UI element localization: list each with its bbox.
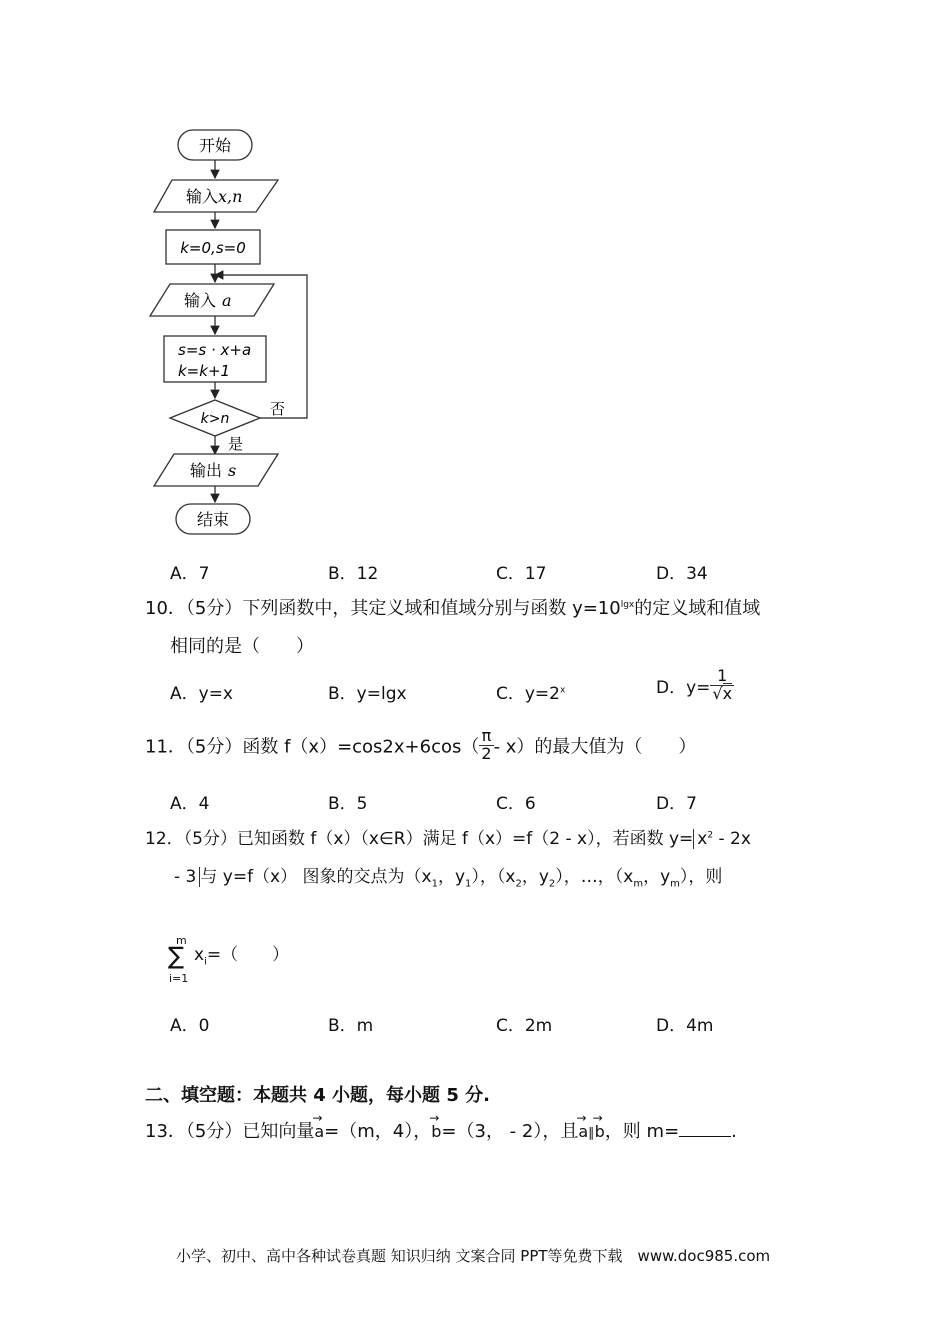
q12-text-c: ，y xyxy=(437,867,466,887)
q11-option-a: A．4 xyxy=(170,794,210,814)
q12-sub3: 2 xyxy=(515,878,522,890)
q12-sum-term: x xyxy=(194,945,205,965)
q13-vector-a2: → a xyxy=(578,1122,588,1141)
input-a-var: a xyxy=(222,291,232,310)
q12-sum-bottom: i=1 xyxy=(169,972,189,985)
q11-suffix: - x）的最大值为（ ） xyxy=(493,736,697,758)
q12-abs-open xyxy=(693,829,751,849)
init-label: k=0,s=0 xyxy=(180,239,246,257)
q11-frac-num: π xyxy=(481,726,492,745)
q12-abs-sup: 2 xyxy=(707,830,714,841)
q10-stem-line1 xyxy=(145,594,760,620)
q12-stem-line1 xyxy=(145,824,751,849)
q10-option-d-prefix: D．y= xyxy=(656,677,711,698)
q10-prefix: 10．（5分）下列函数中，其定义域和值域分别与函数 y=10 xyxy=(145,598,621,619)
q10-option-c-base: C．y=2 xyxy=(496,684,560,704)
q12-text-h: ），则 xyxy=(679,867,723,887)
svg-text:输出s xyxy=(190,461,236,480)
q12-option-d: D．4m xyxy=(656,1016,714,1036)
output-var: s xyxy=(228,461,237,480)
q10-option-c-exp: x xyxy=(560,685,566,696)
flowchart xyxy=(140,120,340,545)
q13-end: . xyxy=(731,1121,737,1142)
q12-sum-sub: i xyxy=(204,956,207,968)
output-prefix: 输出 xyxy=(190,461,223,480)
q12-option-a: A．0 xyxy=(170,1016,210,1036)
q10-option-d-fraction xyxy=(710,668,734,703)
q12-option-c: C．2m xyxy=(496,1016,553,1036)
q13-vector-a: → a xyxy=(314,1122,324,1141)
end-label: 结束 xyxy=(196,510,230,529)
q12-prefix: 12．（5分）已知函数 f（x）（x∈R）满足 f（x）=f（2 - x），若函数 y= xyxy=(145,829,694,849)
update-line2: k=k+1 xyxy=(178,362,231,380)
q13-prefix: 13．（5分）已知向量 xyxy=(145,1121,315,1142)
q12-text-e: ，y xyxy=(521,867,549,887)
q12-sum-tail: =（ ） xyxy=(206,945,290,965)
q12-abs-tail: - 3 xyxy=(174,867,200,887)
q12-sum-top: m xyxy=(176,934,187,947)
input-xn-prefix: 输入 xyxy=(186,187,219,206)
q13-vector-b2: → b xyxy=(595,1122,605,1141)
q12-sub5: m xyxy=(633,878,644,890)
condition-label: k>n xyxy=(200,411,230,427)
parallel-icon: ∥ xyxy=(588,1126,595,1141)
q10-option-d-num: 1 xyxy=(717,666,728,685)
q12-stem-line2 xyxy=(174,862,723,890)
q12-text-b: 与 y=f（x） 图象的交点为（x xyxy=(200,867,432,887)
q9-option-d: D．34 xyxy=(656,564,708,584)
q10-option-b: B．y=lgx xyxy=(328,684,407,704)
q12-text-g: ，y xyxy=(643,867,671,887)
q9-option-c: C．17 xyxy=(496,564,547,584)
q9-option-b: B．12 xyxy=(328,564,379,584)
q12-option-b: B．m xyxy=(328,1016,374,1036)
footer-text: 小学、初中、高中各种试卷真题 知识归纳 文案合同 PPT等免费下载 www.doc985.com xyxy=(176,1247,771,1265)
q13-mid1: =（m，4）， xyxy=(324,1121,432,1142)
q12-sub2: 1 xyxy=(465,878,472,890)
q13-vector-b: → b xyxy=(431,1122,441,1141)
q11-prefix: 11．（5分）函数 f（x）=cos2x+6cos（ xyxy=(145,736,480,758)
q12-sub6: m xyxy=(670,878,680,890)
q12-text-f: ），…，（x xyxy=(555,867,634,887)
q10-stem-line2: 相同的是（ ） xyxy=(170,636,314,657)
update-line1: s=s · x+a xyxy=(178,341,252,359)
no-label: 否 xyxy=(270,400,286,418)
svg-text:输入x,n xyxy=(186,187,242,206)
q13-stem xyxy=(145,1117,737,1143)
yes-label: 是 xyxy=(228,435,244,453)
sigma-icon: ∑ xyxy=(168,942,185,970)
section2-title: 二、填空题：本题共 4 小题，每小题 5 分. xyxy=(145,1085,490,1106)
q13-answer-blank[interactable] xyxy=(679,1122,731,1137)
q11-stem xyxy=(145,728,696,763)
q10-option-c xyxy=(496,679,565,704)
q10-suffix: 的定义域和值域 xyxy=(634,598,761,619)
input-xn-vars: x,n xyxy=(218,187,243,206)
q11-option-c: C．6 xyxy=(496,794,536,814)
q11-frac-den: 2 xyxy=(481,743,492,763)
input-a-prefix: 输入 xyxy=(184,291,217,310)
q10-option-d xyxy=(656,668,734,703)
sqrt-icon: √ xyxy=(712,683,723,703)
q10-option-d-den xyxy=(710,685,734,703)
start-label: 开始 xyxy=(198,136,232,155)
q11-option-b: B．5 xyxy=(328,794,368,814)
q11-option-d: D．7 xyxy=(656,794,697,814)
q12-sub1: 1 xyxy=(431,878,438,890)
q9-option-a: A．7 xyxy=(170,564,210,584)
q12-sub4: 2 xyxy=(548,878,556,890)
q13-mid2: =（3， - 2），且 xyxy=(441,1121,579,1142)
q10-option-a: A．y=x xyxy=(170,684,233,704)
q12-text-d: ），（x xyxy=(471,867,516,887)
q12-sum-body xyxy=(194,940,290,968)
q10-exponent: lgx xyxy=(620,600,635,610)
q12-abs-x: x xyxy=(697,829,708,849)
q12-abs-rest: - 2x xyxy=(713,829,751,849)
svg-text:输入a xyxy=(184,291,232,310)
q13-mid3: ，则 m= xyxy=(604,1121,680,1142)
q10-option-d-radicand: x xyxy=(722,683,733,703)
q11-fraction xyxy=(479,728,493,763)
